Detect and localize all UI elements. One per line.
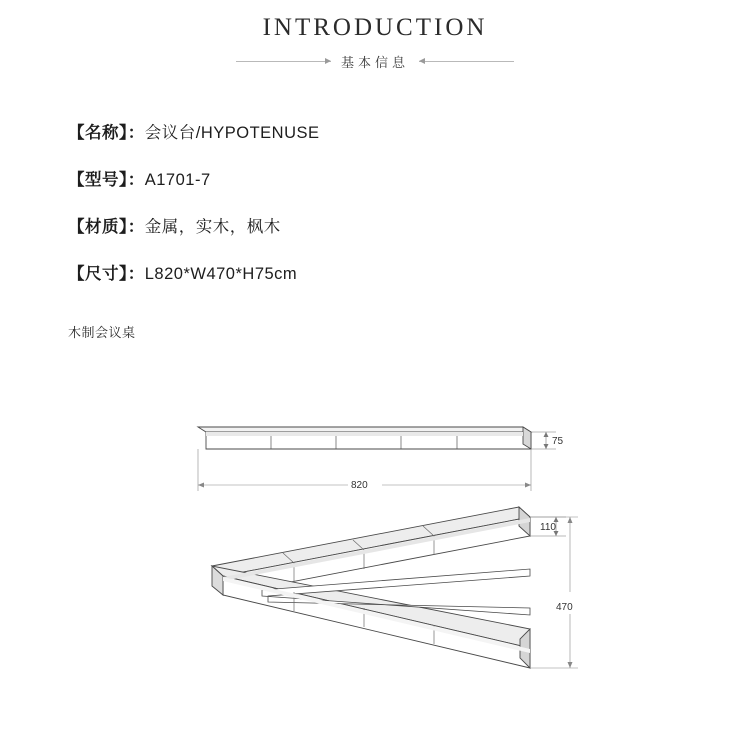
spec-value: 金属，实木，枫木 — [144, 218, 281, 236]
dimension-length-820 — [198, 449, 531, 491]
spec-label: 【尺寸】： — [68, 265, 145, 283]
page-header — [0, 0, 750, 71]
dimension-label-length: 820 — [351, 480, 368, 491]
spec-row — [68, 260, 750, 284]
spec-label: 【型号】： — [68, 171, 145, 189]
page-title: INTRODUCTION — [262, 14, 488, 41]
product-caption: 木制会议桌 — [68, 325, 136, 340]
dimension-label-height: 75 — [552, 436, 564, 447]
dimension-label-width-edge: 110 — [540, 522, 556, 533]
elevation-view — [198, 427, 531, 449]
perspective-view — [212, 507, 530, 668]
divider-right-icon — [419, 61, 514, 62]
spec-row — [68, 213, 750, 237]
spec-value: A1701-7 — [144, 171, 211, 189]
page-subtitle: 基本信息 — [340, 55, 409, 70]
spec-value: 会议台/HYPOTENUSE — [144, 124, 320, 142]
dimension-height-75 — [531, 432, 564, 449]
divider-left-icon — [236, 61, 331, 62]
spec-label: 【材质】： — [68, 218, 145, 236]
header-subtitle-row — [0, 52, 750, 71]
dimension-width-110 — [530, 517, 566, 536]
spec-value: L820*W470*H75cm — [144, 265, 298, 283]
dimension-width-470 — [530, 517, 578, 668]
spec-row — [68, 119, 750, 143]
dimension-label-width-total: 470 — [556, 602, 573, 613]
spec-row — [68, 166, 750, 190]
spec-list — [0, 119, 750, 284]
technical-drawing — [0, 396, 750, 734]
spec-label: 【名称】： — [68, 124, 145, 142]
